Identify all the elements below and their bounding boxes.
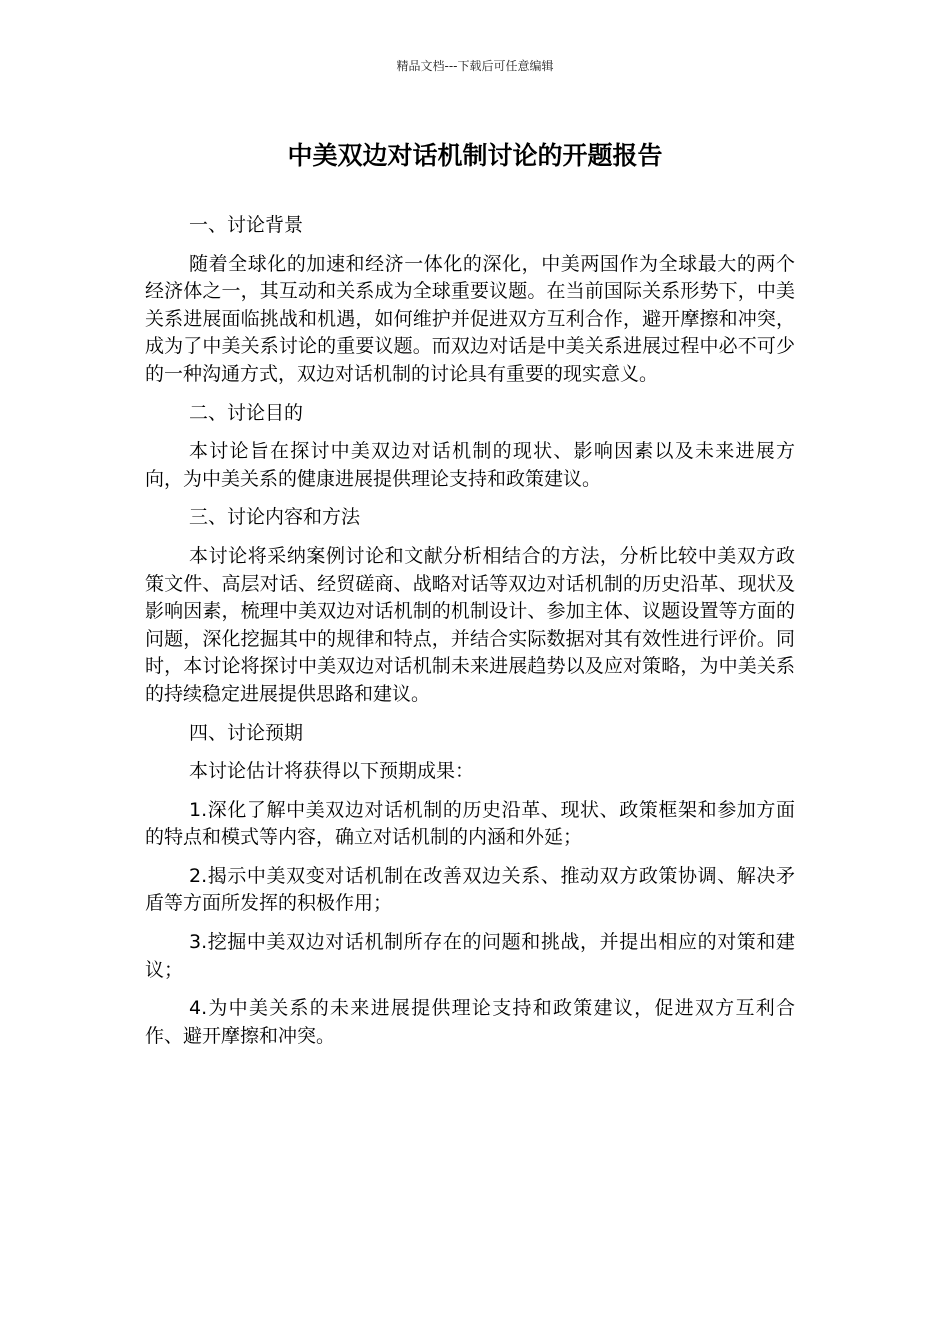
section-heading: 三、讨论内容和方法 [189,506,361,529]
section-heading: 二、讨论目的 [189,401,304,424]
section-heading: 一、讨论背景 [189,214,304,236]
section-content-method [145,504,795,708]
paragraph: 本讨论将采纳案例讨论和文献分析相结合的方法，分析比较中美双方政策文件、高层对话、经贸磋商、战略对话等双边对话机制的历史沿革、现状及影响因素，梳理中美双边对话机制的机制设计、参加主体、议题设置等方面的问题，深化挖掘其中的规律和特点，并结合实际数据对其有效性进行评价。同时，本讨论将探讨中美双边对话机制未来进展趋势以及应对策略，为中美关系的持续稳定进展提供思路和建议。 [145,544,795,705]
document-body [145,212,795,1061]
document-title: 中美双边对话机制讨论的开题报告 [287,141,663,170]
paragraph: 本讨论旨在探讨中美双边对话机制的现状、影响因素以及未来进展方向，为中美关系的健康进展提供理论支持和政策建议。 [145,440,795,490]
section-expectation [145,720,795,1051]
list-item: 2.揭示中美双变对话机制在改善双边关系、推动双方政策协调、解决矛盾等方面所发挥的积极作用； [145,864,795,915]
section-purpose [145,400,795,494]
list-item: 3.挖掘中美双边对话机制所存在的问题和挑战，并提出相应的对策和建议； [145,931,795,981]
section-heading: 四、讨论预期 [189,721,304,744]
paragraph: 随着全球化的加速和经济一体化的深化，中美两国作为全球最大的两个经济体之一，其互动和关系成为全球重要议题。在当前国际关系形势下，中美关系进展面临挑战和机遇，如何维护并促进双方互利合作，避开摩擦和冲突，成为了中美关系讨论的重要议题。而双边对话是中美关系进展过程中必不可少的一种沟通方式，双边对话机制的讨论具有重要的现实意义。 [145,252,795,385]
list-item: 1.深化了解中美双边对话机制的历史沿革、现状、政策框架和参加方面的特点和模式等内容，确立对话机制的内涵和外延； [145,798,795,849]
section-background [145,212,795,389]
header-note: 精品文档---下载后可任意编辑 [396,59,554,73]
paragraph: 本讨论估计将获得以下预期成果： [189,760,475,783]
list-item: 4.为中美关系的未来进展提供理论支持和政策建议，促进双方互利合作、避开摩擦和冲突。 [145,997,795,1047]
